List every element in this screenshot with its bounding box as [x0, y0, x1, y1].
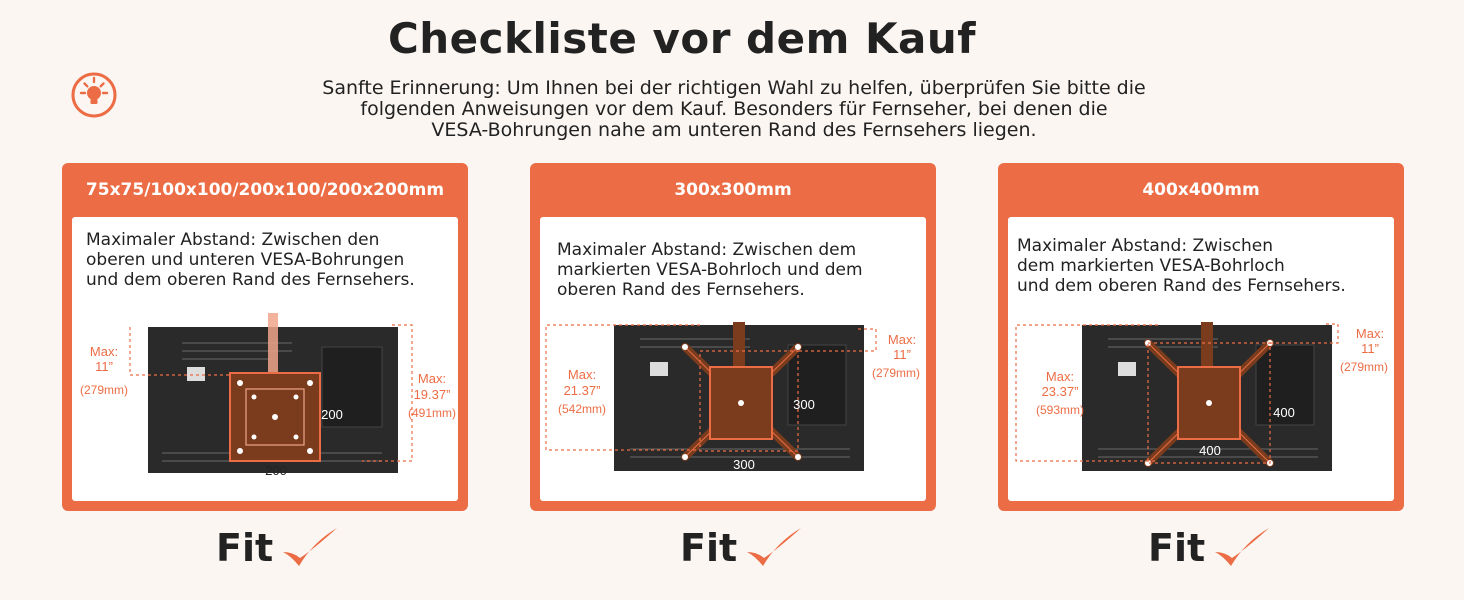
right-max-mm: (491mm): [407, 406, 457, 420]
left-max-label: Max:: [567, 367, 597, 382]
checkmark-icon: [1211, 526, 1271, 570]
vesa-card-small: [62, 163, 468, 511]
vesa-bottom-dimension: 400: [1199, 443, 1221, 458]
fit-label: Fit: [216, 526, 274, 570]
vesa-bottom-dimension: 300: [733, 457, 755, 472]
card-body: [72, 217, 458, 501]
checkmark-icon: [279, 526, 339, 570]
page-title: Checkliste vor dem Kauf: [387, 14, 977, 63]
right-max-mm: (279mm): [871, 366, 921, 380]
lightbulb-icon: [71, 72, 117, 118]
desc-line: oberen Rand des Fernsehers.: [557, 280, 805, 300]
card-header: 400x400mm: [1142, 180, 1260, 200]
mount-plate: [230, 373, 320, 461]
left-max-value: 11”: [95, 359, 113, 374]
desc-line: dem markierten VESA-Bohrloch: [1017, 256, 1285, 276]
left-max-value: 23.37”: [1041, 384, 1079, 399]
right-max-value: 19.37”: [413, 387, 451, 402]
card-body: [1008, 217, 1394, 501]
left-max-mm: (542mm): [557, 402, 607, 416]
desc-line: Maximaler Abstand: Zwischen dem: [557, 240, 857, 260]
vesa-side-dimension: 300: [793, 397, 815, 412]
vesa-bottom-dimension: 200: [265, 463, 287, 478]
checkmark-icon: [743, 526, 803, 570]
desc-line: Maximaler Abstand: Zwischen: [1017, 236, 1273, 256]
fit-label: Fit: [1148, 526, 1206, 570]
right-max-label: Max:: [887, 332, 917, 347]
left-max-mm: (593mm): [1035, 403, 1085, 417]
left-max-label: Max:: [1045, 369, 1075, 384]
right-max-mm: (279mm): [1339, 360, 1389, 374]
tv-mount-diagram: [1008, 217, 1394, 501]
card-header: 75x75/100x100/200x100/200x200mm: [85, 180, 445, 200]
intro-text: [234, 78, 1234, 141]
left-max-value: 21.37”: [563, 383, 601, 398]
fit-indicator: [216, 520, 339, 576]
desc-line: Maximaler Abstand: Zwischen den: [86, 230, 380, 250]
right-max-label: Max:: [1355, 326, 1385, 341]
tv-mount-diagram: [540, 217, 926, 501]
fit-indicator: [680, 520, 803, 576]
right-max-value: 11”: [1361, 341, 1379, 356]
fit-indicator: [1148, 520, 1271, 576]
vesa-card-400: [998, 163, 1404, 511]
card-header: 300x300mm: [674, 180, 792, 200]
desc-line: und dem oberen Rand des Fernsehers.: [86, 270, 415, 290]
tv-mount-diagram: [72, 217, 458, 501]
vesa-side-dimension: 200: [321, 407, 343, 422]
left-max-label: Max:: [89, 344, 119, 359]
intro-line: folgenden Anweisungen vor dem Kauf. Besonders für Fernseher, bei denen die: [360, 98, 1108, 120]
right-max-label: Max:: [417, 371, 447, 386]
desc-line: oberen und unteren VESA-Bohrungen: [86, 250, 405, 270]
right-max-value: 11”: [893, 347, 911, 362]
intro-line: VESA-Bohrungen nahe am unteren Rand des Fernsehers liegen.: [431, 119, 1037, 141]
vesa-card-300: [530, 163, 936, 511]
vesa-side-dimension: 400: [1273, 405, 1295, 420]
card-body: [540, 217, 926, 501]
left-max-mm: (279mm): [79, 383, 129, 397]
desc-line: und dem oberen Rand des Fernsehers.: [1017, 276, 1346, 296]
fit-label: Fit: [680, 526, 738, 570]
intro-line: Sanfte Erinnerung: Um Ihnen bei der richtigen Wahl zu helfen, überprüfen Sie bitte die: [322, 77, 1146, 99]
desc-line: markierten VESA-Bohrloch und dem: [557, 260, 863, 280]
